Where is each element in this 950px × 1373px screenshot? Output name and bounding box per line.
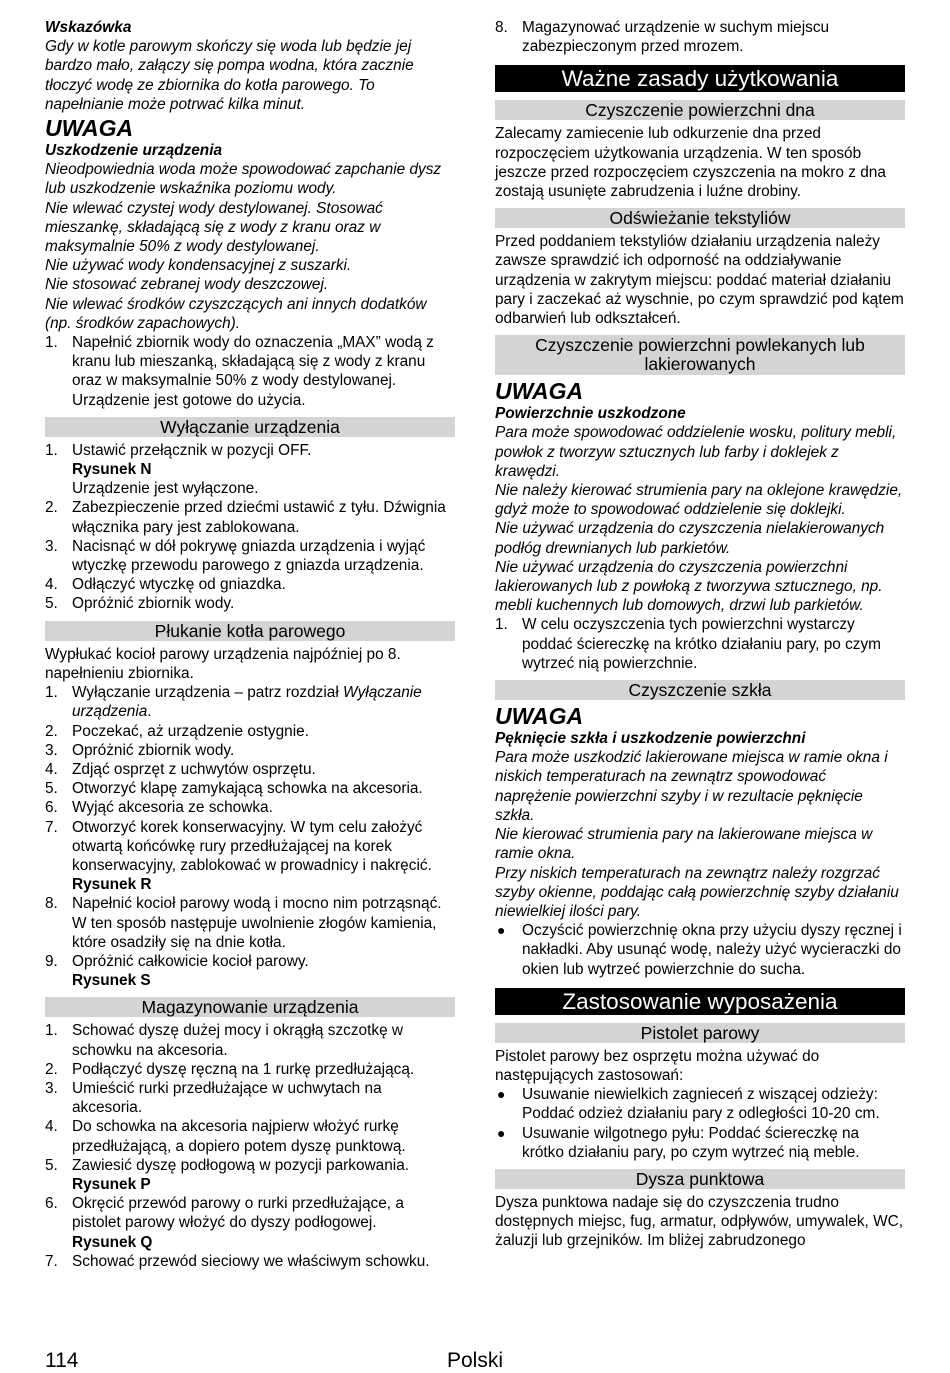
section-heading-rinse: Płukanie kotła parowego	[45, 621, 455, 641]
step-number: 2.	[45, 499, 58, 517]
step-number: 4.	[45, 760, 58, 778]
warning-line: Nie kierować strumienia pary na lakierowane miejsca w ramie okna.	[495, 826, 873, 863]
warning-line: Para może uszkodzić lakierowane miejsca w ramie okna i niskich temperaturach na zewnątrz spowodować naprężenie powierzchni szyby i w rezultacie pęknięcie szkła.	[495, 749, 888, 824]
step-text: Opróżnić zbiornik wody.	[72, 741, 235, 759]
list-item	[45, 537, 455, 575]
step-number: 9.	[45, 952, 58, 970]
step-number: 3.	[45, 741, 58, 759]
left-column	[45, 18, 455, 1271]
chapter-heading-rules: Ważne zasady użytkowania	[495, 65, 905, 92]
step-text-tail: .	[147, 703, 152, 721]
page-number: 114	[45, 1349, 79, 1372]
figure-ref: Rysunek P	[72, 1175, 151, 1193]
step-number: 6.	[45, 1195, 58, 1213]
bullet-icon: ●	[497, 922, 506, 939]
figure-ref: Rysunek N	[72, 461, 152, 479]
textile-text: Przed poddaniem tekstyliów działaniu urządzenia należy zawsze sprawdzić ich odporność na oddziaływanie urządzenia w zakrytym miejscu: poddać materiał działaniu pary i zaczekać aż wyschnie, po czym sprawdzić pod kątem odbarwień lub odkształceń.	[495, 233, 904, 328]
rinse-intro: Wypłukać kocioł parowy urządzenia najpóźniej po 8. napełnieniu zbiornika.	[45, 645, 401, 682]
step-text: Schować dyszę dużej mocy i okrągłą szczotkę w schowku na akcesoria.	[72, 1022, 404, 1059]
step-number: 8.	[495, 19, 508, 36]
list-item	[495, 615, 905, 673]
step-text: Odłączyć wtyczkę od gniazdka.	[72, 576, 286, 594]
coated-steps	[495, 615, 905, 673]
step-text: Wyłączanie urządzenia – patrz rozdział	[72, 684, 344, 702]
step-text: Umieścić rurki przedłużające w uchwytach na akcesoria.	[72, 1079, 382, 1117]
point-nozzle-text: Dysza punktowa nadaje się do czyszczenia trudno dostępnych miejsc, fug, armatur, odpływów, umywalek, WC, żaluzji lub grzejników. Im bliżej zabrudzonego	[495, 1193, 904, 1250]
figure-ref: Rysunek S	[72, 972, 151, 990]
list-item	[45, 441, 455, 499]
step-result: Urządzenie jest wyłączone.	[72, 480, 259, 498]
bullet-text: Oczyścić powierzchnię okna przy użyciu dyszy ręcznej i nakładki. Aby usunąć wodę, należy użyć wycieraczki do okien lub wytrzeć powierzchnie do sucha.	[522, 922, 902, 978]
step-text: Zabezpieczenie przed dziećmi ustawić z tyłu. Dźwignia włącznika pary jest zablokowana.	[72, 499, 446, 536]
step-number: 3.	[45, 1079, 58, 1097]
warning-line: Nieodpowiednia woda może spowodować zapchanie dysz lub uszkodzenie wskaźnika poziomu wody.	[45, 161, 442, 198]
warning-subtitle: Uszkodzenie urządzenia	[45, 142, 223, 160]
step-text: Zawiesić dyszę podłogową w pozycji parkowania.	[72, 1156, 410, 1174]
warning-subtitle: Pęknięcie szkła i uszkodzenie powierzchni	[495, 730, 806, 748]
section-heading-textiles: Odświeżanie tekstyliów	[495, 208, 905, 228]
list-item	[45, 683, 455, 721]
section-heading-storage: Magazynowanie urządzenia	[45, 997, 455, 1017]
step-text: Ustawić przełącznik w pozycji OFF.	[72, 441, 312, 459]
step-text: Napełnić zbiornik wody do oznaczenia „MAX” wodą z kranu lub mieszanką, składającą się z wody z kranu oraz w maksymalnie 50% z wody destylowanej. Urządzenie jest gotowe do użycia.	[72, 334, 434, 409]
list-item	[45, 779, 455, 798]
step-number: 6.	[45, 799, 58, 817]
rinse-steps	[45, 683, 455, 990]
list-item	[45, 594, 455, 613]
floor-text: Zalecamy zamiecenie lub odkurzenie dna przed rozpoczęciem użytkowania urządzenia. W ten sposób jeszcze przed rozpoczęciem czyszczenia na mokro z dna zostają usunięte zabrudzenia i luźne drobiny.	[495, 125, 886, 201]
step-number: 1.	[45, 441, 58, 459]
storage-steps	[45, 1021, 455, 1271]
step-number: 1.	[45, 334, 58, 352]
bullet-icon: ●	[497, 1124, 506, 1141]
step-number: 2.	[45, 722, 58, 740]
warning-line: Nie wlewać czystej wody destylowanej. Stosować mieszankę, składającą się z wody z kranu oraz w maksymalnie 50% z wody destylowanej.	[45, 199, 383, 256]
list-item	[45, 722, 455, 741]
warning-line: Nie używać urządzenia do czyszczenia nielakierowanych podłóg drewnianych lub parkietów.	[495, 520, 885, 557]
step-number: 1.	[495, 616, 508, 634]
step-number: 3.	[45, 537, 58, 555]
list-item	[45, 498, 455, 536]
step-text: Wyjąć akcesoria ze schowka.	[72, 799, 273, 817]
list-item	[45, 1156, 455, 1194]
list-item	[45, 1060, 455, 1079]
step-number: 1.	[45, 1022, 58, 1040]
step-text: Otworzyć korek konserwacyjny. W tym celu założyć otwartą końcówkę rury przedłużającej na korek konserwacyjny, zablokować w prowadnicy i nakręcić.	[72, 818, 432, 874]
step-text: Zdjąć osprzęt z uchwytów osprzętu.	[72, 760, 316, 778]
step-text: Opróżnić zbiornik wody.	[72, 595, 235, 613]
list-item	[45, 1194, 455, 1252]
glass-bullets	[495, 921, 905, 979]
list-item	[45, 1079, 455, 1117]
off-steps	[45, 441, 455, 614]
list-item	[495, 1124, 905, 1162]
step-text: Otworzyć klapę zamykającą schowka na akcesoria.	[72, 780, 423, 798]
bullet-icon: ●	[497, 1086, 506, 1103]
list-item	[45, 575, 455, 594]
step-text: Do schowka na akcesoria najpierw włożyć rurkę przedłużającą, a dopiero potem dyszę punktową.	[72, 1118, 406, 1155]
warning-line: Nie używać urządzenia do czyszczenia powierzchni lakierowanych lub z powłoką z tworzywa sztucznego, np. mebli kuchennych lub domowych, drzwi lub parkietów.	[495, 558, 883, 615]
step-number: 1.	[45, 684, 58, 702]
section-heading-glass: Czyszczenie szkła	[495, 680, 905, 700]
list-item	[45, 1252, 455, 1271]
warning-line: Nie należy kierować strumienia pary na oklejone krawędzie, gdyż może to spowodować oddzielenie się doklejki.	[495, 482, 903, 519]
list-item	[45, 333, 455, 410]
step-text: Okręcić przewód parowy o rurki przedłużające, a pistolet parowy włożyć do dyszy podłogowej.	[72, 1195, 404, 1232]
tip-title: Wskazówka	[45, 19, 132, 36]
chapter-ref: Wyłączanie urządzenia	[72, 684, 422, 721]
list-item	[45, 760, 455, 779]
chapter-heading-accessories: Zastosowanie wyposażenia	[495, 988, 905, 1015]
section-heading-off: Wyłączanie urządzenia	[45, 417, 455, 437]
list-item	[45, 894, 455, 952]
section-heading-coated: Czyszczenie powierzchni powlekanych lub lakierowanych	[495, 335, 905, 375]
list-item	[495, 18, 905, 56]
step-number: 5.	[45, 595, 58, 613]
list-item	[495, 921, 905, 979]
section-heading-floor: Czyszczenie powierzchni dna	[495, 100, 905, 120]
warning-line: Nie stosować zebranej wody deszczowej.	[45, 276, 329, 294]
warning-title: UWAGA	[495, 378, 584, 405]
warning-line: Przy niskich temperaturach na zewnątrz należy rozgrzać szyby okienne, poddając całą powierzchnię szyby działaniu niewielkiej ilości pary.	[495, 864, 899, 920]
bullet-text: Usuwanie wilgotnego pyłu: Poddać ściereczkę na krótko działaniu pary, po czym wytrzeć nią meble.	[522, 1124, 860, 1161]
right-column	[495, 18, 905, 1251]
steam-gun-text: Pistolet parowy bez osprzętu można używać do następujących zastosowań:	[495, 1047, 820, 1084]
fill-steps	[45, 333, 455, 410]
step-text: Poczekać, aż urządzenie ostygnie.	[72, 722, 309, 740]
figure-ref: Rysunek R	[72, 876, 152, 894]
step-text: Opróżnić całkowicie kocioł parowy.	[72, 952, 309, 970]
step-number: 4.	[45, 1118, 58, 1136]
step-text: W celu oczyszczenia tych powierzchni wystarczy poddać ściereczkę na krótko działaniu pary, po czym wytrzeć nią powierzchnie.	[522, 616, 882, 672]
step-number: 4.	[45, 576, 58, 594]
step-text: Nacisnąć w dół pokrywę gniazda urządzenia i wyjąć wtyczkę przewodu parowego z gniazda urządzenia.	[72, 537, 426, 575]
list-item	[45, 818, 455, 895]
step-text: Napełnić kocioł parowy wodą i mocno nim potrząsnąć. W ten sposób następuje uwolnienie złogów kamienia, które osadziły się na dnie kotła.	[72, 895, 442, 951]
bullet-text: Usuwanie niewielkich zagnieceń z wiszącej odzieży: Poddać odzież działaniu pary z odległości 10-20 cm.	[522, 1086, 880, 1123]
step-number: 8.	[45, 895, 58, 913]
warning-title: UWAGA	[45, 115, 134, 142]
step-number: 7.	[45, 1252, 58, 1270]
list-item	[495, 1085, 905, 1123]
step-text: Schować przewód sieciowy we właściwym schowku.	[72, 1252, 430, 1270]
warning-line: Nie używać wody kondensacyjnej z suszarki.	[45, 257, 352, 275]
language-label: Polski	[447, 1349, 504, 1372]
list-item	[45, 798, 455, 817]
step-number: 5.	[45, 780, 58, 798]
list-item	[45, 741, 455, 760]
storage-steps-continued	[495, 18, 905, 56]
list-item	[45, 1117, 455, 1155]
warning-line: Para może spowodować oddzielenie wosku, politury mebli, powłok z tworzyw sztucznych lub farby i doklejek z krawędzi.	[495, 424, 897, 480]
step-text: Podłączyć dyszę ręczną na 1 rurkę przedłużającą.	[72, 1060, 415, 1078]
warning-subtitle: Powierzchnie uszkodzone	[495, 405, 686, 423]
step-number: 5.	[45, 1156, 58, 1174]
steam-gun-bullets	[495, 1085, 905, 1162]
section-heading-point-nozzle: Dysza punktowa	[495, 1169, 905, 1189]
list-item	[45, 1021, 455, 1059]
warning-title: UWAGA	[495, 703, 584, 730]
list-item	[45, 952, 455, 990]
step-text: Magazynować urządzenie w suchym miejscu zabezpieczonym przed mrozem.	[522, 19, 830, 56]
tip-text: Gdy w kotle parowym skończy się woda lub będzie jej bardzo mało, załączy się pompa wodna, która zacznie tłoczyć wodę ze zbiornika do kotła parowego. To napełnianie może potrwać kilka minut.	[45, 38, 414, 113]
warning-line: Nie wlewać środków czyszczących ani innych dodatków (np. środków zapachowych).	[45, 295, 427, 332]
section-heading-steam-gun: Pistolet parowy	[495, 1023, 905, 1043]
figure-ref: Rysunek Q	[72, 1233, 153, 1251]
step-number: 2.	[45, 1060, 58, 1078]
step-number: 7.	[45, 818, 58, 836]
